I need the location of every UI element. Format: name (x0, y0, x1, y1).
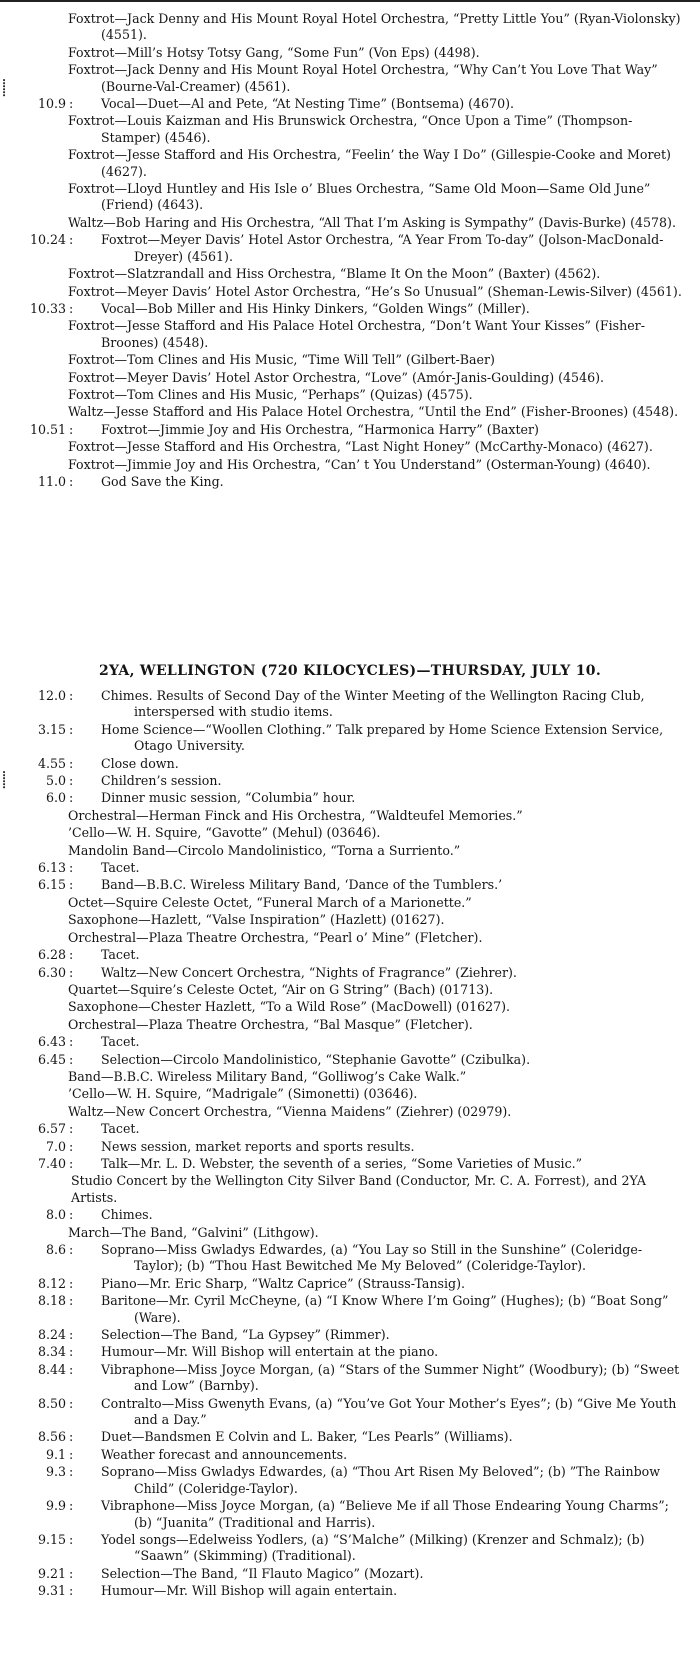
time-separator: : (69, 1207, 74, 1223)
entry-text: Quartet—Squire’s Celeste Octet, “Air on G String” (Bach) (01713). (68, 981, 494, 997)
programme-entry (0, 947, 700, 963)
programme-entry (0, 370, 700, 386)
entry-text: Talk—Mr. L. D. Webster, the seventh of a series, “Some Varieties of Music.” (101, 1155, 583, 1171)
programme-entry (0, 1464, 700, 1497)
programme-entry (0, 147, 700, 180)
entry-text: Humour—Mr. Will Bishop will entertain at the piano. (101, 1344, 439, 1360)
entry-text: Soprano—Miss Gwladys Edwardes, (a) “You Lay so Still in the Sunshine” (Coleridge-Taylor); (b) “Thou Hast Bewitched Me My Beloved” (Coleridge-Taylor). (101, 1242, 643, 1274)
entry-text: Vibraphone—Miss Joyce Morgan, (a) “Believe Me if all Those Endearing Young Charms”; (b) “Juanita” (Traditional and Harris). (101, 1498, 669, 1530)
entry-time: 8.18 (37, 1293, 66, 1309)
programme-entry (0, 982, 700, 998)
entry-text: Octet—Squire Celeste Octet, “Funeral March of a Marionette.” (68, 894, 472, 910)
entry-text: Band—B.B.C. Wireless Military Band, ‘Dance of the Tumblers.’ (101, 877, 503, 893)
programme-entry (0, 1566, 700, 1582)
time-separator: : (69, 96, 74, 112)
programme-entry (0, 232, 700, 265)
time-separator: : (69, 1464, 74, 1480)
entry-text: Waltz—New Concert Orchestra, “Nights of Fragrance” (Ziehrer). (101, 964, 517, 980)
entry-text: Foxtrot—Jesse Stafford and His Orchestra, “Feelin’ the Way I Do” (Gillespie-Cooke and Moret) (4627). (68, 147, 671, 179)
programme-entry (0, 352, 700, 368)
programme-entry (0, 1532, 700, 1565)
margin-mark: ⸽ (2, 770, 7, 789)
programme-entry (0, 1069, 700, 1085)
programme-entry (0, 1034, 700, 1050)
time-separator: : (69, 773, 74, 789)
programme-entry (0, 1225, 700, 1241)
time-separator: : (69, 877, 74, 893)
programme-entry (0, 1139, 700, 1155)
entry-text: Foxtrot—Jimmie Joy and His Orchestra, “Harmonica Harry” (Baxter) (101, 421, 539, 437)
entry-text: Waltz—Bob Haring and His Orchestra, “All That I’m Asking is Sympathy” (Davis-Burke) (4578). (68, 214, 676, 230)
entry-text: ’Cello—W. H. Squire, “Madrigale” (Simonetti) (03646). (68, 1086, 418, 1102)
programme-entry (0, 318, 700, 351)
entry-text: Foxtrot—Jesse Stafford and His Palace Hotel Orchestra, “Don’t Want Your Kisses” (Fisher-Broones) (4548). (68, 318, 645, 350)
programme-entry (0, 1498, 700, 1531)
programme-entry (0, 965, 700, 981)
entry-text: Foxtrot—Lloyd Huntley and His Isle o’ Blues Orchestra, “Same Old Moon—Same Old June” (Friend) (4643). (68, 181, 651, 213)
programme-entry (0, 1207, 700, 1223)
entry-time: 10.33 (29, 300, 66, 316)
programme-entry (0, 11, 700, 44)
entry-time: 9.21 (37, 1565, 66, 1581)
programme-entry (0, 930, 700, 946)
time-separator: : (69, 1565, 74, 1581)
programme-entry (0, 688, 700, 721)
entry-time: 10.24 (29, 232, 66, 248)
entry-text: Humour—Mr. Will Bishop will again entertain. (101, 1583, 398, 1599)
entry-time: 8.34 (37, 1344, 66, 1360)
entry-text: Dinner music session, “Columbia” hour. (101, 790, 356, 806)
entry-text: Foxtrot—Mill’s Hotsy Totsy Gang, “Some Fun” (Von Eps) (4498). (68, 44, 480, 60)
programme-part-1 (0, 11, 700, 491)
programme-entry (0, 877, 700, 893)
entry-time: 9.3 (45, 1464, 66, 1480)
time-separator: : (69, 1121, 74, 1137)
entry-time: 8.12 (37, 1275, 66, 1291)
time-separator: : (69, 1395, 74, 1411)
programme-entry (0, 895, 700, 911)
entry-text: Foxtrot—Slatzrandall and Hiss Orchestra, “Blame It On the Moon” (Baxter) (4562). (68, 266, 601, 282)
entry-text: Orchestral—Plaza Theatre Orchestra, “Bal Masque” (Fletcher). (68, 1016, 473, 1032)
entry-time: 4.55 (37, 755, 66, 771)
entry-text: Selection—Circolo Mandolinistico, “Stephanie Gavotte” (Czibulka). (101, 1051, 531, 1067)
entry-text: Tacet. (101, 1034, 140, 1050)
programme-entry (0, 1052, 700, 1068)
time-separator: : (69, 1446, 74, 1462)
entry-text: News session, market reports and sports results. (101, 1138, 415, 1154)
programme-entry (0, 181, 700, 214)
time-separator: : (69, 688, 74, 703)
entry-text: Vocal—Bob Miller and His Hinky Dinkers, “Golden Wings” (Miller). (101, 300, 530, 316)
time-separator: : (69, 1327, 74, 1343)
entry-text: Chimes. Results of Second Day of the Winter Meeting of the Wellington Racing Club, interspersed with studio items. (101, 688, 645, 720)
entry-text: Selection—The Band, “La Gypsey” (Rimmer). (101, 1327, 390, 1343)
programme-entry (0, 1396, 700, 1429)
programme-entry (0, 1362, 700, 1395)
entry-text: Foxtrot—Louis Kaizman and His Brunswick Orchestra, “Once Upon a Time” (Thompson-Stamper) (4546). (68, 113, 633, 145)
entry-time: 8.0 (45, 1207, 66, 1223)
programme-entry (0, 999, 700, 1015)
entry-text: Home Science—“Woollen Clothing.” Talk prepared by Home Science Extension Service, Otago University. (101, 721, 664, 754)
time-separator: : (69, 1155, 74, 1171)
programme-entry (0, 439, 700, 455)
programme-entry (0, 404, 700, 420)
entry-time: 6.43 (37, 1034, 66, 1050)
programme-entry (0, 1293, 700, 1326)
margin-mark: ⸽ (2, 78, 7, 97)
programme-entry (0, 387, 700, 403)
entry-text: Orchestral—Herman Finck and His Orchestra, “Waldteufel Memories.” (68, 807, 523, 823)
entry-text: Selection—The Band, “Il Flauto Magico” (Mozart). (101, 1565, 424, 1581)
entry-time: 3.15 (37, 721, 66, 737)
entry-text: Band—B.B.C. Wireless Military Band, “Golliwog’s Cake Walk.” (68, 1068, 467, 1084)
entry-text: Foxtrot—Meyer Davis’ Hotel Astor Orchestra, “He’s So Unusual” (Sheman-Lewis-Silver) (4561). (68, 283, 682, 299)
programme-entry (0, 1104, 700, 1120)
programme-entry (0, 1276, 700, 1292)
programme-entry (0, 284, 700, 300)
entry-time: 9.1 (45, 1446, 66, 1462)
entry-time: 8.50 (37, 1395, 66, 1411)
entry-text: Foxtrot—Jesse Stafford and His Orchestra, “Last Night Honey” (McCarthy-Monaco) (4627). (68, 439, 653, 455)
entry-text: Saxophone—Chester Hazlett, “To a Wild Rose” (MacDowell) (01627). (68, 999, 511, 1015)
entry-text: Foxtrot—Meyer Davis’ Hotel Astor Orchestra, “A Year From To-day” (Jolson-MacDonald-Dreyer) (4561). (101, 232, 664, 264)
programme-entry (0, 301, 700, 317)
entry-time: 8.44 (37, 1361, 66, 1377)
programme-entry (0, 1017, 700, 1033)
entry-time: 6.0 (45, 790, 66, 806)
time-separator: : (69, 1344, 74, 1360)
programme-entry (0, 45, 700, 61)
entry-time: 8.24 (37, 1327, 66, 1343)
entry-time: 11.0 (37, 473, 66, 489)
entry-time: 10.51 (29, 421, 66, 437)
time-separator: : (69, 421, 74, 437)
entry-text: Contralto—Miss Gwenyth Evans, (a) “You’ve Got Your Mother’s Eyes”; (b) “Give Me Youth and a Day.” (101, 1395, 677, 1428)
entry-time: 6.30 (37, 964, 66, 980)
entry-text: Weather forecast and announcements. (101, 1446, 348, 1462)
programme-entry (0, 860, 700, 876)
time-separator: : (69, 1531, 74, 1547)
time-separator: : (69, 1293, 74, 1309)
time-separator: : (69, 1051, 74, 1067)
entry-text: God Save the King. (101, 473, 224, 489)
programme-entry (0, 1173, 700, 1206)
entry-time: 6.57 (37, 1121, 66, 1137)
entry-time: 10.9 (37, 96, 66, 112)
programme-entry (0, 722, 700, 755)
entry-text: Tacet. (101, 860, 140, 876)
programme-entry (0, 1156, 700, 1172)
programme-entry (0, 457, 700, 473)
entry-time: 7.0 (45, 1138, 66, 1154)
entry-text: Close down. (101, 755, 179, 771)
programme-entry (0, 113, 700, 146)
time-separator: : (69, 300, 74, 316)
entry-time: 9.15 (37, 1531, 66, 1547)
entry-text: Waltz—New Concert Orchestra, “Vienna Maidens” (Ziehrer) (02979). (68, 1103, 512, 1119)
time-separator: : (69, 1138, 74, 1154)
time-separator: : (69, 860, 74, 876)
entry-text: Tacet. (101, 1121, 140, 1137)
programme-entry (0, 1429, 700, 1445)
time-separator: : (69, 1361, 74, 1377)
time-separator: : (69, 232, 74, 248)
programme-entry (0, 266, 700, 282)
entry-text: Foxtrot—Jack Denny and His Mount Royal Hotel Orchestra, “Pretty Little You” (Ryan-Violonsky) (4551). (68, 11, 681, 43)
programme-entry (0, 62, 700, 95)
time-separator: : (69, 964, 74, 980)
entry-text: Duet—Bandsmen E Colvin and L. Baker, “Les Pearls” (Williams). (101, 1429, 513, 1445)
entry-time: 8.6 (45, 1242, 66, 1257)
entry-time: 6.45 (37, 1051, 66, 1067)
time-separator: : (69, 1242, 74, 1257)
programme-entry (0, 1583, 700, 1599)
time-separator: : (69, 1498, 74, 1514)
programme-entry (0, 96, 700, 112)
programme-entry (0, 790, 700, 806)
entry-text: Orchestral—Plaza Theatre Orchestra, “Pearl o’ Mine” (Fletcher). (68, 929, 483, 945)
time-separator: : (69, 721, 74, 737)
entry-text: Tacet. (101, 947, 140, 963)
time-separator: : (69, 1034, 74, 1050)
time-separator: : (69, 473, 74, 489)
programme-entry (0, 422, 700, 438)
programme-entry (0, 1344, 700, 1360)
programme-entry (0, 1121, 700, 1137)
programme-entry (0, 215, 700, 231)
entry-text: Children’s session. (101, 773, 222, 789)
programme-entry (0, 1242, 700, 1275)
time-separator: : (69, 1275, 74, 1291)
entry-text: Soprano—Miss Gwladys Edwardes, (a) “Thou Art Risen My Beloved”; (b) ”The Rainbow Child” (Coleridge-Taylor). (101, 1464, 660, 1496)
time-separator: : (69, 947, 74, 963)
programme-entry (0, 912, 700, 928)
programme-entry (0, 825, 700, 841)
entry-time: 5.0 (45, 773, 66, 789)
entry-text: Piano—Mr. Eric Sharp, “Waltz Caprice” (Strauss-Tansig). (101, 1275, 466, 1291)
time-separator: : (69, 790, 74, 806)
entry-text: Mandolin Band—Circolo Mandolinistico, “Torna a Surriento.” (68, 842, 461, 858)
entry-text: March—The Band, “Galvini” (Lithgow). (68, 1224, 319, 1240)
entry-text: Foxtrot—Jack Denny and His Mount Royal Hotel Orchestra, “Why Can’t You Love That Way” (Bourne-Val-Creamer) (4561). (68, 62, 658, 94)
programme-entry (0, 808, 700, 824)
entry-text: Foxtrot—Meyer Davis’ Hotel Astor Orchestra, “Love” (Amór-Janis-Goulding) (4546). (68, 369, 605, 385)
entry-time: 9.9 (45, 1498, 66, 1514)
entry-text: Waltz—Jesse Stafford and His Palace Hotel Orchestra, “Until the End” (Fisher-Broones) (4548). (68, 404, 679, 420)
programme-part-2 (0, 688, 700, 1601)
station-heading: 2YA, WELLINGTON (720 KILOCYCLES)—THURSDAY, JULY 10. (98, 663, 602, 679)
time-separator: : (69, 1429, 74, 1445)
time-separator: : (69, 755, 74, 771)
entry-text: Chimes. (101, 1207, 153, 1223)
programme-entry (0, 1447, 700, 1463)
entry-time: 9.31 (37, 1583, 66, 1599)
entry-text: Vibraphone—Miss Joyce Morgan, (a) “Stars of the Summer Night” (Woodbury); (b) “Sweet and Low” (Barnby). (101, 1361, 680, 1394)
entry-time: 12.0 (37, 688, 66, 703)
entry-time: 7.40 (37, 1155, 66, 1171)
programme-entry (0, 770, 700, 789)
programme-entry (0, 1327, 700, 1343)
entry-text: Foxtrot—Jimmie Joy and His Orchestra, “Can’ t You Understand” (Osterman-Young) (4640). (68, 456, 651, 472)
entry-text: Saxophone—Hazlett, “Valse Inspiration” (Hazlett) (01627). (68, 912, 445, 928)
programme-entry (0, 1086, 700, 1102)
programme-entry (0, 843, 700, 859)
entry-text: Baritone—Mr. Cyril McCheyne, (a) “I Know Where I’m Going” (Hughes); (b) “Boat Song” (Ware). (101, 1293, 669, 1325)
entry-text: Studio Concert by the Wellington City Silver Band (Conductor, Mr. C. A. Forrest), and 2YA Artists. (71, 1173, 646, 1205)
entry-time: 8.56 (37, 1429, 66, 1445)
programme-entry (0, 474, 700, 490)
entry-time: 6.28 (37, 947, 66, 963)
entry-text: Foxtrot—Tom Clines and His Music, “Perhaps” (Quizas) (4575). (68, 386, 473, 402)
entry-text: ’Cello—W. H. Squire, “Gavotte” (Mehul) (03646). (68, 825, 381, 841)
programme-entry (0, 756, 700, 772)
entry-time: 6.13 (37, 860, 66, 876)
top-rule (0, 0, 700, 2)
entry-time: 6.15 (37, 877, 66, 893)
entry-text: Foxtrot—Tom Clines and His Music, “Time Will Tell” (Gilbert-Baer) (68, 352, 495, 368)
entry-text: Yodel songs—Edelweiss Yodlers, (a) “S’Malche” (Milking) (Krenzer and Schmalz); (b) “Saawn” (Skimming) (Traditional). (101, 1531, 645, 1564)
time-separator: : (69, 1583, 74, 1599)
entry-text: Vocal—Duet—Al and Pete, “At Nesting Time” (Bontsema) (4670). (101, 96, 515, 112)
